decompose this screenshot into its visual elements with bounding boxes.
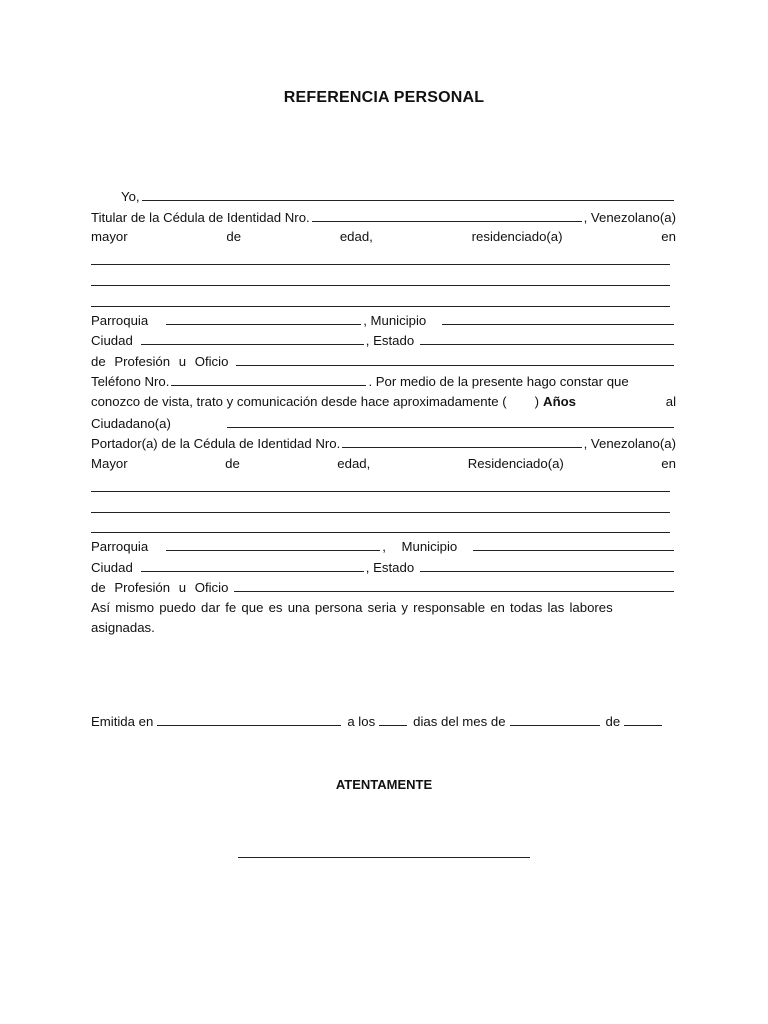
address-line-1[interactable] <box>91 248 676 269</box>
address-line-2[interactable] <box>91 268 676 289</box>
address2-line-3[interactable] <box>91 516 676 537</box>
al-label: al <box>665 393 676 409</box>
a-los-label: a los <box>347 714 376 729</box>
titular-label: Titular de la Cédula de Identidad Nro. <box>91 209 310 225</box>
residenciado-label: residenciado(a) <box>471 229 563 245</box>
cedula-row <box>91 207 676 228</box>
mayor2-label: Mayor <box>91 455 128 471</box>
ciudad-field[interactable] <box>141 330 364 345</box>
en2-label: en <box>661 455 676 471</box>
parroquia-field[interactable] <box>166 310 361 325</box>
parroquia2-label: Parroquia <box>91 539 149 555</box>
name-field[interactable] <box>142 186 674 201</box>
portador-label: Portador(a) de la Cédula de Identidad Nro. <box>91 436 341 452</box>
telefono-row <box>91 371 676 392</box>
address2-line-2[interactable] <box>91 495 676 516</box>
parroquia-label: Parroquia <box>91 312 149 328</box>
document-title: REFERENCIA PERSONAL <box>283 89 485 106</box>
ciudad-row <box>91 330 676 351</box>
venezolano-label: , Venezolano(a) <box>583 209 676 225</box>
profesion2-label: de Profesión u Oficio <box>91 580 229 596</box>
dias-label: dias del mes de <box>413 714 506 729</box>
parroquia2-field[interactable] <box>166 536 380 551</box>
closing-text: ATENTAMENTE <box>335 777 433 792</box>
asignadas-text: asignadas. <box>91 620 155 636</box>
asi-mismo-row <box>91 598 676 619</box>
document-body <box>91 186 676 639</box>
ciudadano-row <box>91 413 676 434</box>
profesion-row <box>91 351 676 372</box>
ciudad2-label: Ciudad <box>91 559 133 575</box>
edad-label: edad, <box>339 229 373 245</box>
conozco-row <box>91 392 676 413</box>
conozco-text: conozco de vista, trato y comunicación desde hace aproximadamente ( <box>91 393 507 409</box>
por-medio-text: . Por medio de la presente hago constar que <box>368 374 629 390</box>
profesion2-field[interactable] <box>234 577 674 592</box>
parroquia2-row <box>91 536 676 557</box>
mayor-edad-row <box>91 227 676 248</box>
municipio2-label: , Municipio <box>382 539 458 555</box>
signature-line[interactable] <box>238 855 530 858</box>
mayor-edad2-row <box>91 454 676 475</box>
paren-close: ) <box>534 393 540 409</box>
address-line-3[interactable] <box>91 289 676 310</box>
venezolano2-label: , Venezolano(a) <box>583 436 676 452</box>
de-year-label: de <box>605 714 621 729</box>
estado-label: , Estado <box>365 333 415 349</box>
portador-cedula-field[interactable] <box>342 433 581 448</box>
municipio-field[interactable] <box>442 310 674 325</box>
ciudadano-label: Ciudadano(a) <box>91 415 171 431</box>
cedula-field[interactable] <box>312 207 582 222</box>
ciudadano-field[interactable] <box>227 413 674 428</box>
address2-line-1[interactable] <box>91 474 676 495</box>
mayor-label: mayor <box>91 229 128 245</box>
emitida-row <box>91 711 676 729</box>
edad2-label: edad, <box>337 455 371 471</box>
ciudad2-row <box>91 557 676 578</box>
anos-label: Años <box>543 393 577 409</box>
yo-row <box>91 186 676 207</box>
municipio2-field[interactable] <box>473 536 674 551</box>
asi-mismo-text: Así mismo puedo dar fe que es una persona seria y responsable en todas las labores <box>91 599 613 615</box>
municipio-label: , Municipio <box>363 312 427 328</box>
year-field[interactable] <box>624 711 662 726</box>
profesion2-row <box>91 577 676 598</box>
month-field[interactable] <box>510 711 600 726</box>
profesion-field[interactable] <box>236 351 674 366</box>
parroquia-row <box>91 310 676 331</box>
estado-field[interactable] <box>420 330 674 345</box>
estado2-label: , Estado <box>365 559 415 575</box>
telefono-field[interactable] <box>171 371 366 386</box>
de2-label: de <box>225 455 240 471</box>
estado2-field[interactable] <box>420 557 674 572</box>
residenciado2-label: Residenciado(a) <box>467 455 564 471</box>
en-label: en <box>661 229 676 245</box>
portador-row <box>91 433 676 454</box>
profesion-label: de Profesión u Oficio <box>91 353 229 369</box>
yo-label: Yo, <box>121 189 140 204</box>
emitida-label: Emitida en <box>91 714 154 729</box>
asignadas-row <box>91 618 676 639</box>
telefono-label: Teléfono Nro. <box>91 374 170 390</box>
de-label: de <box>226 229 242 245</box>
day-field[interactable] <box>379 711 407 726</box>
emitida-place-field[interactable] <box>157 711 341 726</box>
ciudad2-field[interactable] <box>141 557 364 572</box>
years-field[interactable] <box>509 392 533 406</box>
ciudad-label: Ciudad <box>91 333 133 349</box>
